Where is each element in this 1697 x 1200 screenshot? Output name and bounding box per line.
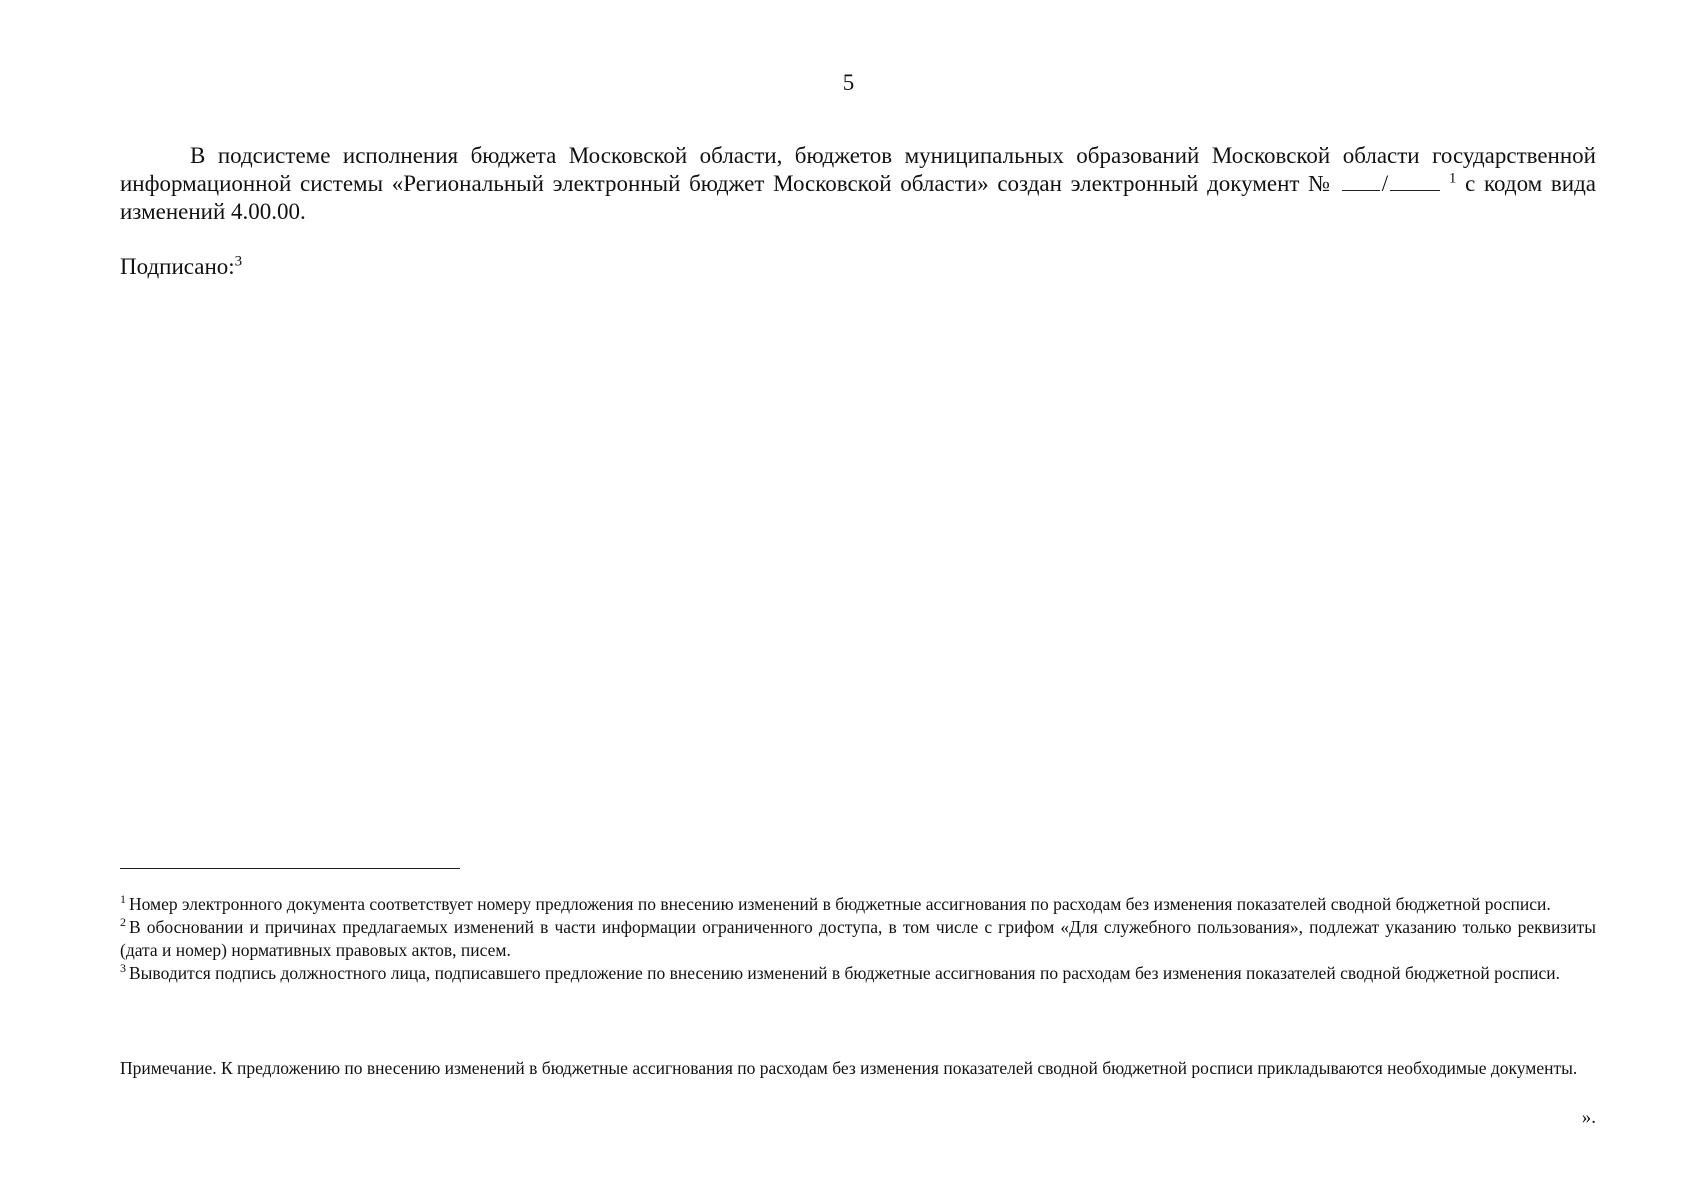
footnote-number: 1 <box>120 892 126 907</box>
document-number-blank-right <box>1390 172 1440 191</box>
footnote-item <box>120 893 1596 916</box>
main-paragraph-tail: с кодом вида изменений 4.00.00. <box>120 171 1597 224</box>
footnotes <box>120 893 1596 985</box>
footnote-text: Номер электронного документа соответствует номеру предложения по внесению изменений в бюджетные ассигнования по расходам без изменения показателей сводной бюджетной росписи. <box>129 894 1551 914</box>
footnote-number: 3 <box>120 961 126 976</box>
footnote-item <box>120 962 1596 985</box>
signed-label <box>120 253 242 281</box>
document-number-blank-left <box>1342 172 1380 191</box>
note-paragraph: Примечание. К предложению по внесению изменений в бюджетные ассигнования по расходам без изменения показателей сводной бюджетной росписи прикладываются необходимые документы. <box>120 1058 1578 1078</box>
footnote-divider <box>120 868 460 869</box>
main-paragraph-text: В подсистеме исполнения бюджета Московской области, бюджетов муниципальных образований Московской области государственной информационной системы «Региональный электронный бюджет Московской области» создан электронный документ № <box>120 143 1596 196</box>
footnote-ref-3: 3 <box>234 253 243 270</box>
footnote-item <box>120 916 1596 962</box>
footnote-number: 2 <box>120 915 126 930</box>
page-number: 5 <box>842 70 855 95</box>
footnote-text: В обосновании и причинах предлагаемых изменений в части информации ограниченного доступа, в том числе с грифом «Для служебного пользования», подлежат указанию только реквизиты (дата и номер) нормативных правовых актов, писем. <box>120 917 1596 960</box>
main-paragraph <box>120 142 1596 226</box>
document-number-separator: / <box>1381 171 1389 196</box>
signed-label-text: Подписано: <box>120 254 235 279</box>
footnote-ref-1: 1 <box>1448 170 1457 187</box>
footnote-text: Выводится подпись должностного лица, подписавшего предложение по внесению изменений в бюджетные ассигнования по расходам без изменения показателей сводной бюджетной росписи. <box>129 963 1561 983</box>
closing-quote-mark: ». <box>1581 1107 1596 1128</box>
